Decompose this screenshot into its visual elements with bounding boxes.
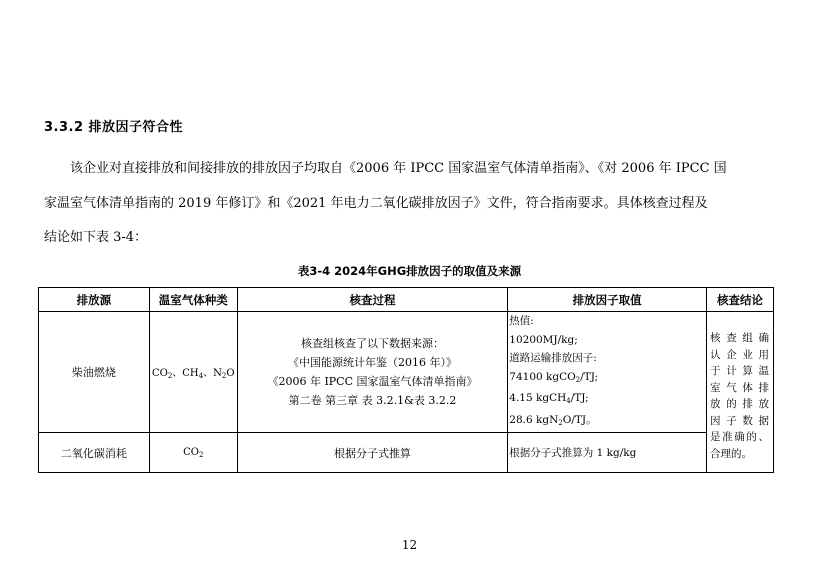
process-line: 《2006 年 IPCC 国家温室气体清单指南》 xyxy=(267,375,478,388)
conclusion-line: 核查组确 xyxy=(710,332,769,344)
cell-process: 根据分子式推算 xyxy=(237,433,508,473)
process-line: 第二卷 第三章 表 3.2.1&表 3.2.2 xyxy=(288,394,457,407)
conclusion-line: 放的排放 xyxy=(710,398,769,410)
paragraph-line-2: 家温室气体清单指南的 2019 年修订》和《2021 年电力二氧化碳排放因子》文件，符合指南要求。具体核查过程及 xyxy=(44,196,708,211)
cell-source: 柴油燃烧 xyxy=(39,312,150,433)
cell-gas: $CO_2$ xyxy=(149,433,237,473)
paragraph-line-3: 结论如下表 3-4： xyxy=(44,230,148,245)
conclusion-line: 是准确的、 xyxy=(710,431,769,443)
cell-conclusion xyxy=(707,312,774,473)
conclusion-line: 于计算温 xyxy=(710,365,769,377)
cell-source: 二氧化碳消耗 xyxy=(39,433,150,473)
factor-line: 74100 kgCO$_2$/TJ; xyxy=(509,370,599,384)
conclusion-line: 室气体排 xyxy=(710,381,769,394)
factor-line: 10200MJ/kg; xyxy=(509,333,578,346)
table-row xyxy=(39,433,774,473)
header-conclusion: 核查结论 xyxy=(707,288,774,312)
factor-line: 热值: xyxy=(509,315,534,327)
page-number: 12 xyxy=(401,538,418,552)
process-line: 《中国能源统计年鉴（2016 年）》 xyxy=(287,356,457,369)
process-line: 核查组核查了以下数据来源： xyxy=(300,337,444,350)
header-process: 核查过程 xyxy=(237,288,508,312)
header-source: 排放源 xyxy=(39,288,150,312)
cell-factor xyxy=(508,312,707,433)
cell-gas: $CO_2$、$CH_4$、$N_2O$ xyxy=(149,312,237,433)
section-heading: 3.3.2 排放因子符合性 xyxy=(44,120,184,135)
table-caption: 表3-4 2024年GHG排放因子的取值及来源 xyxy=(297,264,522,278)
table-row xyxy=(39,312,774,433)
factor-line: 道路运输排放因子: xyxy=(509,352,597,364)
cell-process xyxy=(237,312,508,433)
factor-line: 28.6 kgN$_2$O/TJ。 xyxy=(509,413,597,427)
conclusion-line: 因子数据 xyxy=(710,414,769,427)
conclusion-line: 认企业用 xyxy=(710,348,769,361)
header-gas: 温室气体种类 xyxy=(149,288,237,312)
paragraph-line-1: 该企业对直接排放和间接排放的排放因子均取自《2006 年 IPCC 国家温室气体清单指南》、《对 2006 年 IPCC 国 xyxy=(44,161,727,176)
header-factor: 排放因子取值 xyxy=(508,288,707,312)
emission-factor-table xyxy=(38,287,774,473)
factor-line: 4.15 kgCH$_4$/TJ; xyxy=(509,392,589,405)
conclusion-line: 合理的。 xyxy=(710,447,753,460)
table-header-row xyxy=(39,288,774,312)
cell-factor: 根据分子式推算为 1 kg/kg xyxy=(508,433,707,473)
